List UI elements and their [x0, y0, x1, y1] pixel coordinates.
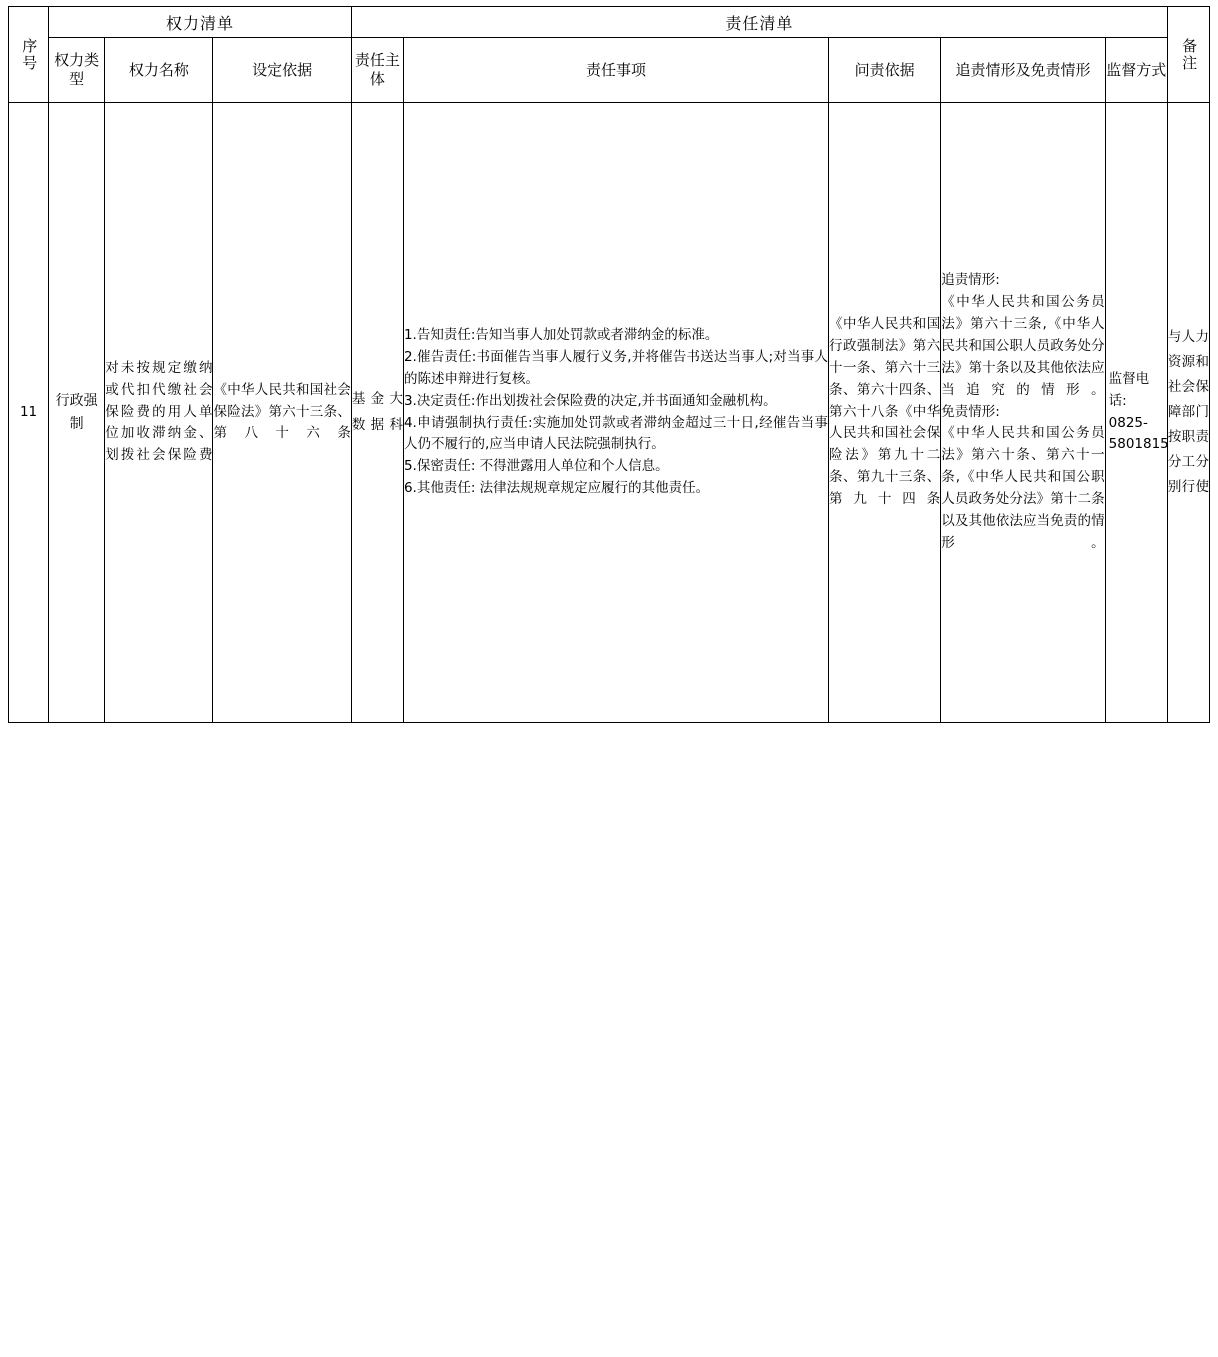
header-power-name: [105, 38, 213, 103]
accountability-case-text: 《中华人民共和国公务员法》第六十三条,《中华人民共和国公职人员政务处分法》第十条以及其他依法应当追究的情形。: [941, 294, 1105, 398]
header-supervision-label: 监督方式: [1106, 60, 1167, 79]
header-duties: [403, 38, 828, 103]
duty-item: 2.催告责任:书面催告当事人履行义务,并将催告书送达当事人;对当事人的陈述申辩进行复核。: [403, 348, 828, 387]
cell-supervision: [1105, 103, 1167, 723]
cell-power-type: [49, 103, 105, 723]
supervision-label: 监督电话:: [1108, 371, 1150, 409]
duty-item: 3.决定责任:作出划拨社会保险费的决定,并书面通知金融机构。: [403, 392, 777, 409]
accountability-case-title: 追责情形:: [941, 272, 1000, 289]
header-accountability-basis-label: 问责依据: [854, 60, 915, 79]
header-basis: [213, 38, 351, 103]
header-power-type-label: 权力类型: [54, 51, 100, 88]
cell-subject: [351, 103, 403, 723]
cell-accountability-basis-text: 《中华人民共和国行政强制法》第六十一条、第六十三条、第六十四条、第六十八条《中华人民共和国社会保险法》第九十二条、第九十三条、第九十四条: [828, 316, 941, 507]
header-duties-label: 责任事项: [585, 60, 646, 79]
duty-item: 5.保密责任: 不得泄露用人单位和个人信息。: [403, 458, 669, 475]
cell-power-type-text: 行政强制: [55, 393, 98, 432]
duty-item: 4.申请强制执行责任:实施加处罚款或者滞纳金超过三十日,经催告当事人仍不履行的,应当申请人民法院强制执行。: [403, 414, 828, 453]
header-subject-label: 责任主体: [354, 51, 400, 88]
header-seq-label: 序号: [20, 37, 39, 72]
header-remarks-label: 备注: [1180, 37, 1199, 72]
cell-accountability-cases: [941, 103, 1105, 723]
duties-list: [404, 325, 828, 500]
cell-remarks-text: 与人力资源和社会保障部门按职责分工分别行使: [1167, 329, 1209, 495]
group-header-power-list: 权力清单: [49, 7, 352, 38]
cell-seq: 11: [9, 103, 49, 723]
exemption-title: 免责情形:: [941, 403, 1000, 420]
header-accountability-cases: [941, 38, 1105, 103]
duty-item: 1.告知责任:告知当事人加处罚款或者滞纳金的标准。: [403, 327, 719, 344]
accountability-cases-list: [941, 270, 1104, 554]
supervision-phone: 0825-5801815: [1108, 414, 1169, 453]
group-header-responsibility-list: 责任清单: [351, 7, 1167, 38]
cell-basis-text: 《中华人民共和国社会保险法》第六十三条、第八十六条: [213, 381, 351, 442]
cell-subject-text: 基金大数据科: [351, 390, 403, 433]
cell-power-name: [105, 103, 213, 723]
header-remarks: [1167, 7, 1209, 103]
exemption-text: 《中华人民共和国公务员法》第六十条、第六十一条,《中华人民共和国公职人员政务处分法》第十二条以及其他依法应当免责的情形。: [941, 425, 1105, 551]
table-group-header-row: [9, 7, 1210, 38]
cell-duties: [403, 103, 828, 723]
cell-accountability-basis: [828, 103, 940, 723]
header-seq: [9, 7, 49, 103]
duty-item: 6.其他责任: 法律法规规章规定应履行的其他责任。: [403, 480, 710, 497]
header-power-type: [49, 38, 105, 103]
header-subject: [351, 38, 403, 103]
header-basis-label: 设定依据: [252, 60, 313, 79]
table-row: [9, 103, 1210, 723]
cell-basis: [213, 103, 351, 723]
power-responsibility-table: [8, 6, 1210, 723]
header-supervision: [1105, 38, 1167, 103]
header-power-name-label: 权力名称: [128, 60, 189, 79]
header-accountability-cases-label: 追责情形及免责情形: [955, 60, 1091, 79]
header-accountability-basis: [828, 38, 940, 103]
table-column-header-row: [9, 38, 1210, 103]
cell-power-name-text: 对未按规定缴纳或代扣代缴社会保险费的用人单位加收滞纳金、划拨社会保险费: [105, 359, 213, 464]
cell-remarks: [1167, 103, 1209, 723]
